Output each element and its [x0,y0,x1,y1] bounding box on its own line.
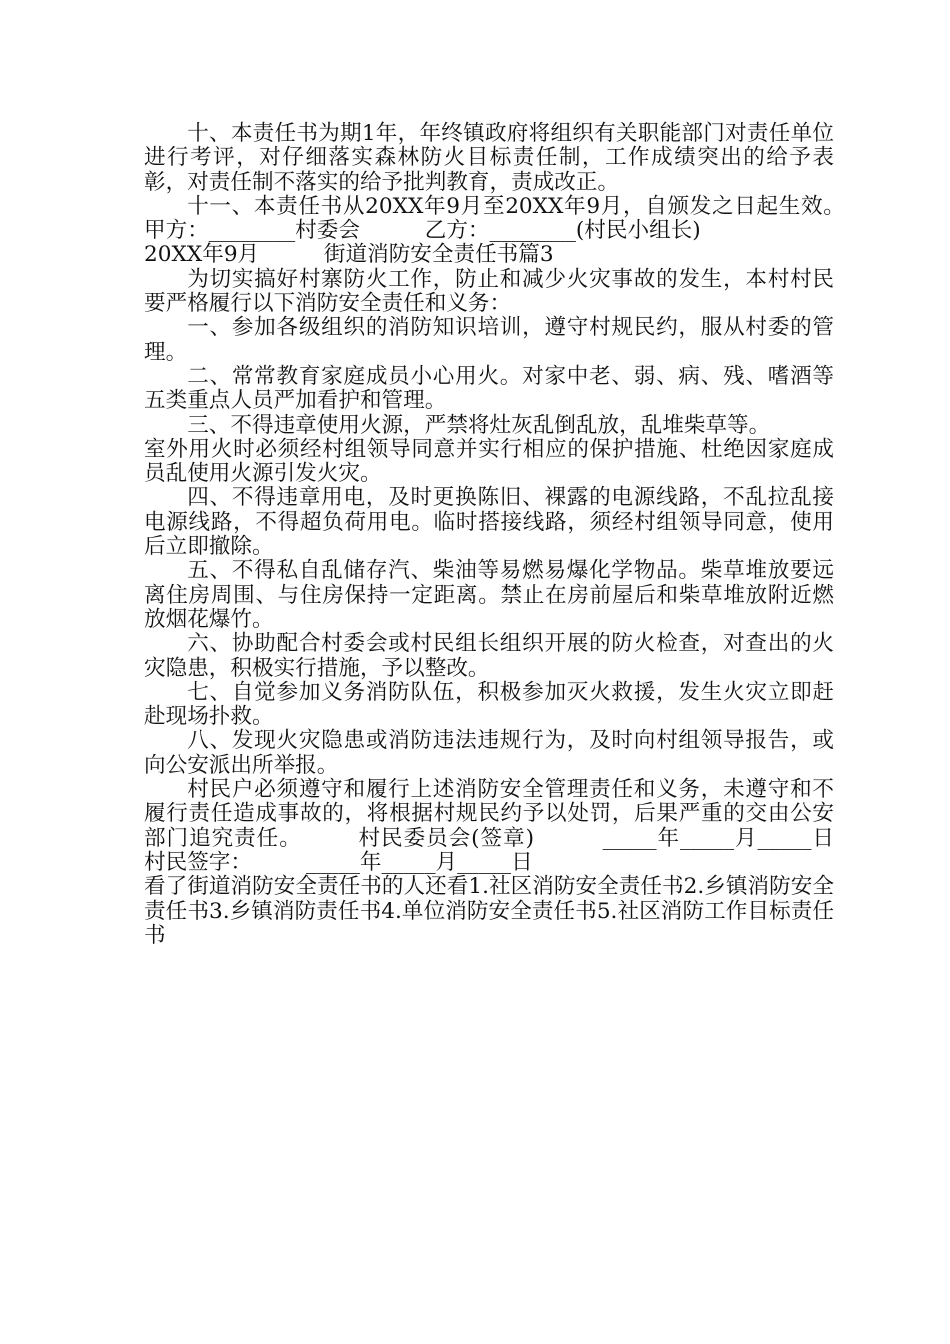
paragraph-duty-4: 四、不得违章用电，及时更换陈旧、裸露的电源线路，不乱拉乱接电源线路，不得超负荷用电。临时搭接线路，须经村组领导同意，使用后立即撤除。 [144,485,834,560]
paragraph-duty-8: 八、发现火灾隐患或消防违法违规行为，及时向村组领导报告，或向公安派出所举报。 [144,728,834,778]
paragraph-duty-1: 一、参加各级组织的消防知识培训，遵守村规民约，服从村委的管理。 [144,315,834,365]
paragraph-clause-11-signatures: 十一、本责任书从20XX年9月至20XX年9月，自颁发之日起生效。 甲方：________村委会 乙方：________(村民小组长) [144,193,899,244]
paragraph-duty-6: 六、协助配合村委会或村民组长组织开展的防火检查，对查出的火灾隐患，积极实行措施，予以整改。 [144,631,834,681]
paragraph-closing-signatures: 村民户必须遵守和履行上述消防安全管理责任和义务，未遵守和不履行责任造成事故的，将根据村规民约予以处罚，后果严重的交由公安部门追究责任。 村民委员会(签章) _____年_____月_____日 村民签字： _____年_____月_____日 [144,777,899,875]
paragraph-date-and-section-title: 20XX年9月 街道消防安全责任书篇3 [144,242,554,268]
paragraph-clause-10: 十、本责任书为期1年，年终镇政府将组织有关职能部门对责任单位进行考评，对仔细落实森林防火目标责任制，工作成绩突出的给予表彰，对责任制不落实的给予批判教育，责成改正。 [144,121,834,195]
paragraph-intro: 为切实搞好村寨防火工作，防止和减少火灾事故的发生，本村村民要严格履行以下消防安全责任和义务： [144,266,834,317]
paragraph-duty-3-continued: 室外用火时必须经村组领导同意并实行相应的保护措施、杜绝因家庭成员乱使用火源引发火灾。 [144,436,834,487]
paragraph-duty-3: 三、不得违章使用火源，严禁将灶灰乱倒乱放，乱堆柴草等。 [187,412,771,438]
paragraph-duty-5: 五、不得私自乱储存汽、柴油等易燃易爆化学物品。柴草堆放要远离住房周围、与住房保持一定距离。禁止在房前屋后和柴草堆放附近燃放烟花爆竹。 [144,558,834,632]
document-body [144,121,899,948]
paragraph-duty-7: 七、自觉参加义务消防队伍，积极参加灭火救援，发生火灾立即赶赴现场扑救。 [144,679,834,730]
paragraph-related-reading: 看了街道消防安全责任书的人还看1.社区消防安全责任书2.乡镇消防安全责任书3.乡镇消防责任书4.单位消防安全责任书5.社区消防工作目标责任书 [144,874,834,948]
paragraph-duty-2: 二、常常教育家庭成员小心用火。对家中老、弱、病、残、嗜酒等五类重点人员严加看护和管理。 [144,363,834,414]
